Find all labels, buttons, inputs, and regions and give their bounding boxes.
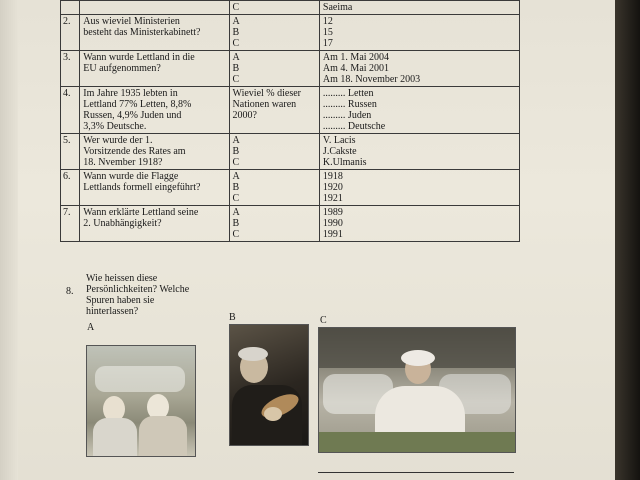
question-text [80, 1, 229, 15]
question-text-line: besteht das Ministerkabinett? [83, 27, 201, 38]
question-text-line: Wann wurde die Flagge [83, 171, 179, 182]
answer-choices-line: ......... Juden [322, 110, 372, 121]
answer-line [318, 472, 514, 473]
answer-options-line: B [232, 218, 240, 229]
answer-options-line: 2000? [232, 110, 257, 121]
question-number: 3. [61, 51, 80, 87]
answer-options [229, 206, 319, 242]
question-text-line: Wann erklärte Lettland seine [83, 207, 199, 218]
answer-options-line: C [232, 229, 240, 240]
answer-choices-line: 1989 [322, 207, 343, 218]
photo-c-woman-in-shawl [318, 327, 516, 453]
answer-options-line: A [232, 207, 240, 218]
question-number [61, 1, 80, 15]
question-text-line: Wer wurde der 1. [83, 135, 153, 146]
question-text-line: Vorsitzende des Rates am [83, 146, 186, 157]
answer-options-line: Nationen waren [232, 99, 297, 110]
question-text [80, 87, 229, 134]
answer-options [229, 134, 319, 170]
answer-choices-line: ......... Deutsche [322, 121, 386, 132]
answer-options-line: C [232, 2, 240, 13]
answer-options-line: C [232, 157, 240, 168]
answer-choices-line: 1921 [322, 193, 343, 204]
answer-options-line: A [232, 171, 240, 182]
question-number: 4. [61, 87, 80, 134]
answer-options [229, 51, 319, 87]
question-number: 5. [61, 134, 80, 170]
answer-options [229, 87, 319, 134]
question-text-line: 2. Unabhängigkeit? [83, 218, 162, 229]
answer-choices-line: 1920 [322, 182, 343, 193]
answer-options-line: A [232, 16, 240, 27]
answer-choices-line: Saeima [322, 2, 353, 13]
q8-number: 8. [66, 286, 74, 297]
answer-choices-line: 1918 [322, 171, 343, 182]
photo-a-two-women-with-choir [86, 345, 196, 457]
quiz-table [60, 0, 520, 242]
answer-choices-line: ......... Russen [322, 99, 377, 110]
question-text [80, 206, 229, 242]
q8-question-line: Spuren haben sie [86, 295, 155, 306]
answer-options-line: B [232, 146, 240, 157]
question-text [80, 170, 229, 206]
answer-choices-line: Am 18. November 2003 [322, 74, 421, 85]
question-text [80, 15, 229, 51]
page-binding-edge [0, 0, 18, 480]
question-text-line: Wann wurde Lettland in die [83, 52, 195, 63]
answer-options [229, 1, 319, 15]
question-row [61, 170, 520, 206]
answer-choices [319, 1, 519, 15]
question-text-line: Aus wieviel Ministerien [83, 16, 180, 27]
answer-choices [319, 206, 519, 242]
question-text-line: 18. Nvember 1918? [83, 157, 163, 168]
question-row [61, 15, 520, 51]
answer-options-line: C [232, 193, 240, 204]
answer-choices-line: 1991 [322, 229, 343, 240]
q8-question [86, 273, 189, 317]
photo-label-b: B [229, 312, 236, 323]
answer-choices-line: K.Ulmanis [322, 157, 367, 168]
question-number: 2. [61, 15, 80, 51]
question-text-line: Lettland 77% Letten, 8,8% [83, 99, 192, 110]
answer-options-line: B [232, 63, 240, 74]
q8-question-line: Wie heissen diese [86, 273, 158, 284]
answer-options-line: B [232, 182, 240, 193]
question-text-line: Lettlands formell eingeführt? [83, 182, 201, 193]
answer-options-line: C [232, 38, 240, 49]
answer-choices-line: 12 [322, 16, 333, 27]
answer-options-line: A [232, 52, 240, 63]
answer-choices-line: 1990 [322, 218, 343, 229]
answer-choices [319, 15, 519, 51]
question-number: 7. [61, 206, 80, 242]
photo-b-man-with-violin [229, 324, 309, 446]
answer-options-line: Wieviel % dieser [232, 88, 302, 99]
answer-options-line: B [232, 27, 240, 38]
question-number: 6. [61, 170, 80, 206]
question-text-line: EU aufgenommen? [83, 63, 161, 74]
answer-options-line: A [232, 135, 240, 146]
answer-choices-line: J.Cakste [322, 146, 357, 157]
question-text-line: 3,3% Deutsche. [83, 121, 147, 132]
q8-question-line: hinterlassen? [86, 306, 139, 317]
answer-options [229, 15, 319, 51]
question-row [61, 206, 520, 242]
answer-choices-line: ......... Letten [322, 88, 374, 99]
question-row [61, 87, 520, 134]
answer-options-line: C [232, 74, 240, 85]
question-row [61, 134, 520, 170]
answer-choices [319, 170, 519, 206]
question-text [80, 134, 229, 170]
answer-choices [319, 87, 519, 134]
answer-choices [319, 134, 519, 170]
question-text-line: Russen, 4,9% Juden und [83, 110, 182, 121]
question-text-line: Im Jahre 1935 lebten in [83, 88, 178, 99]
photo-label-a: A [87, 322, 95, 333]
question-row [61, 1, 520, 15]
page-shadow [615, 0, 640, 480]
q8-question-line: Persönlichkeiten? Welche [86, 284, 190, 295]
answer-options [229, 170, 319, 206]
answer-choices [319, 51, 519, 87]
answer-choices-line: V. Lacis [322, 135, 356, 146]
answer-choices-line: Am 4. Mai 2001 [322, 63, 390, 74]
photo-label-c: C [320, 315, 327, 326]
answer-choices-line: Am 1. Mai 2004 [322, 52, 390, 63]
question-text [80, 51, 229, 87]
answer-choices-line: 17 [322, 38, 333, 49]
answer-choices-line: 15 [322, 27, 333, 38]
question-row [61, 51, 520, 87]
